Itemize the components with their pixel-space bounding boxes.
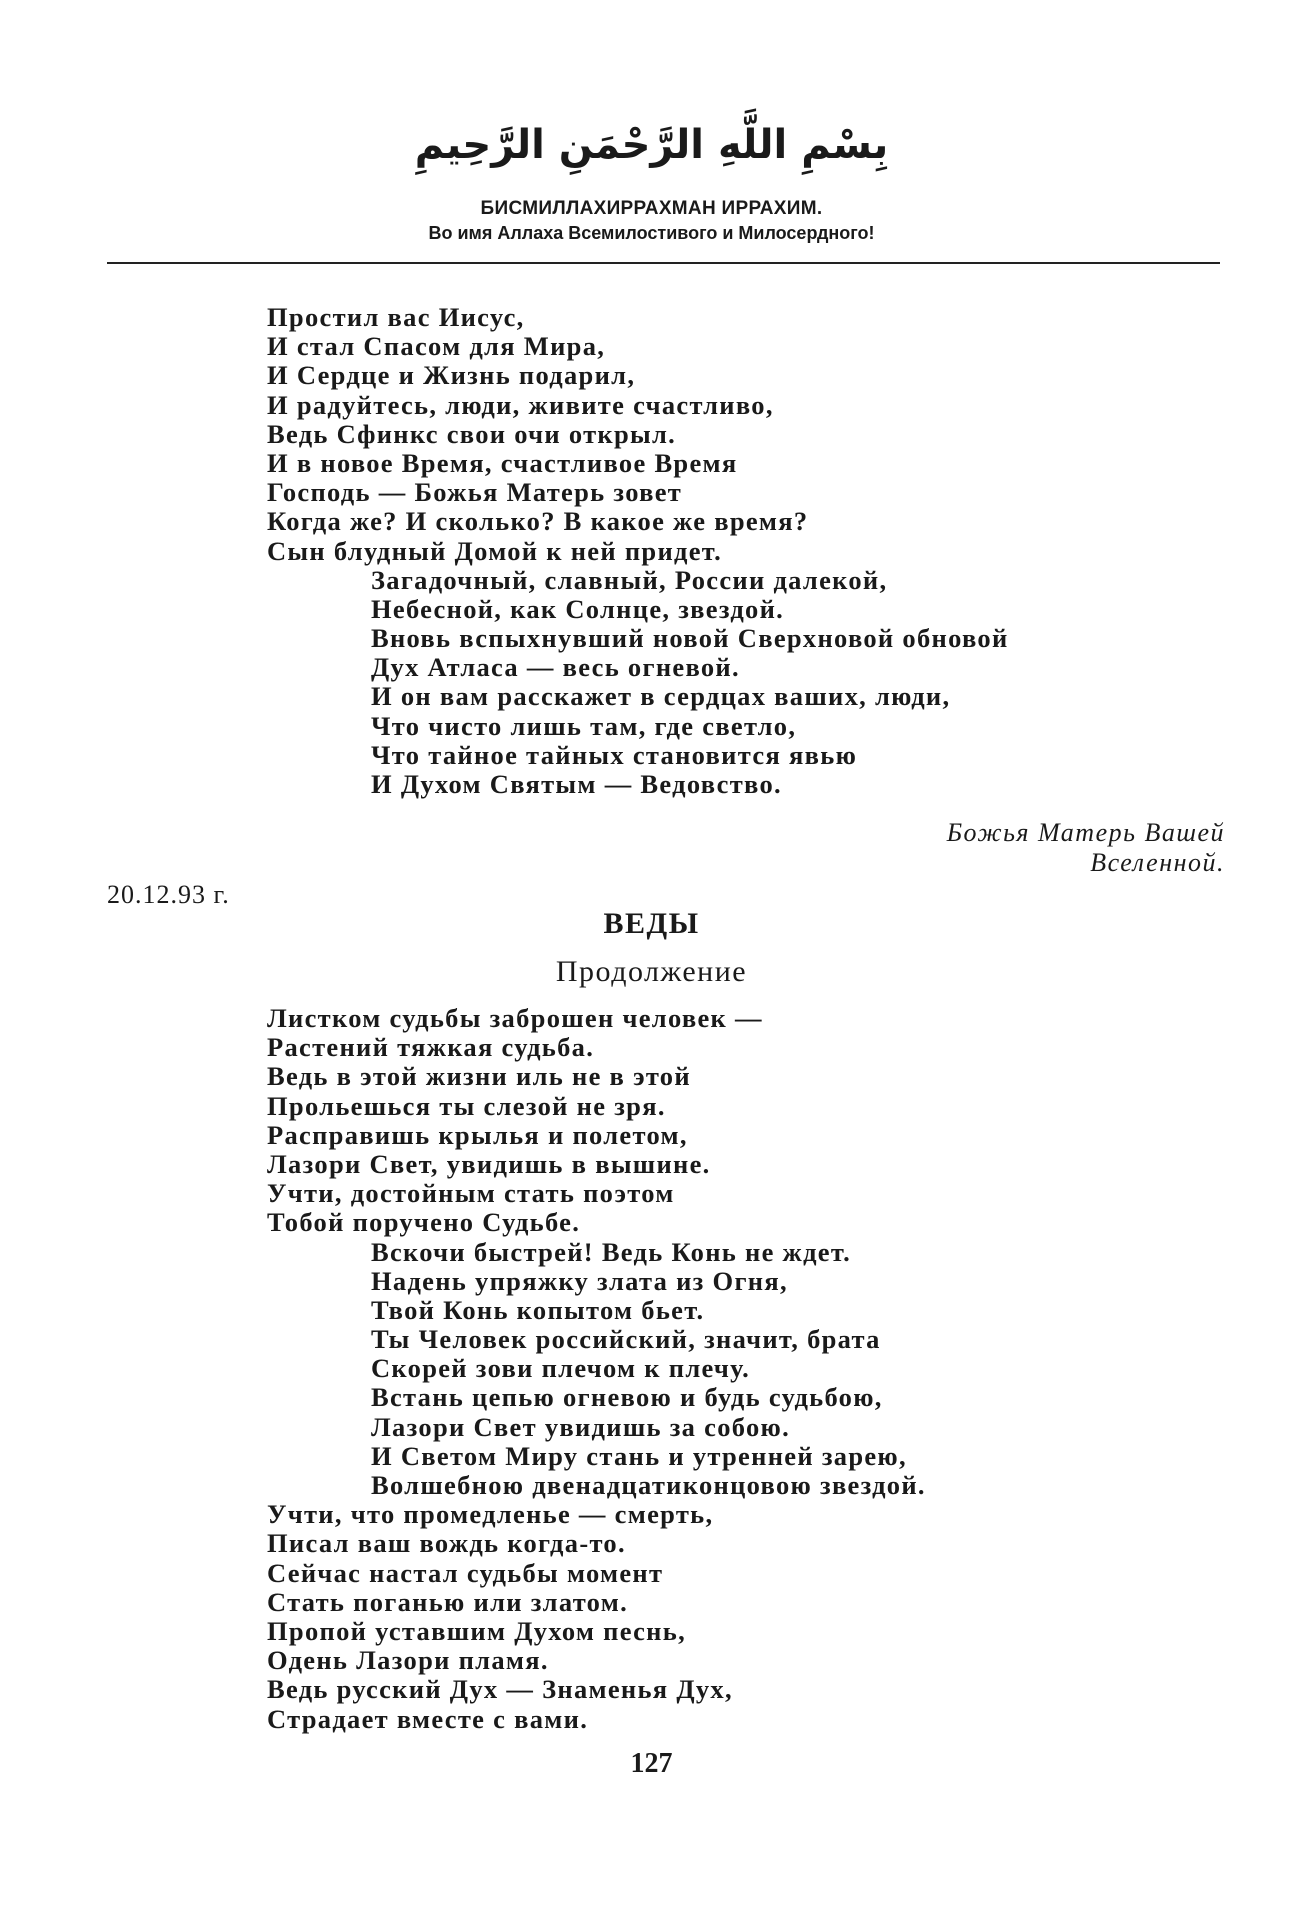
header-divider (107, 262, 1220, 264)
poem-line: Когда же? И сколько? В какое же время? (267, 506, 809, 537)
poem-line: Надень упряжку злата из Огня, (371, 1265, 788, 1296)
poem-line: Встань цепью огневою и будь судьбою, (371, 1382, 883, 1413)
date: 20.12.93 г. (107, 880, 230, 909)
page-number: 127 (630, 1748, 673, 1779)
header-subtitle: Во имя Аллаха Всемилостивого и Милосердного! (428, 223, 875, 243)
poem-line: Лазори Свет увидишь за собою. (371, 1411, 790, 1442)
header-title: БИСМИЛЛАХИРРАХМАН ИРРАХИМ. (480, 198, 823, 219)
poem-line: И Светом Миру стань и утренней зарею, (371, 1440, 907, 1471)
poem-line: Пропой уставшим Духом песнь, (267, 1615, 686, 1646)
poem-line: Ведь русский Дух — Знаменья Дух, (267, 1674, 733, 1705)
poem-line: Волшебною двенадцатиконцовою звездой. (371, 1470, 926, 1500)
poem-line: Растений тяжкая судьба. (267, 1032, 595, 1063)
poem-line: Простил вас Иисус, (267, 302, 525, 332)
poem-line: Сын блудный Домой к ней придет. (267, 535, 723, 566)
poem-line: И Сердце и Жизнь подарил, (267, 360, 636, 391)
poem-line: Лазори Свет, увидишь в вышине. (267, 1148, 711, 1179)
section-subtitle: Продолжение (555, 955, 748, 988)
poem-line: Твой Конь копытом бьет. (371, 1294, 705, 1325)
poem-line: И стал Спасом для Мира, (267, 331, 606, 362)
poem-line: Писал ваш вождь когда-то. (267, 1528, 626, 1559)
poem-line: Загадочный, славный, России далекой, (371, 564, 888, 595)
poem-2 (267, 1004, 926, 1734)
poem-line: Ты Человек российский, значит, брата (371, 1324, 881, 1355)
poem-line: Стать поганью или златом. (267, 1586, 629, 1617)
poem-1 (267, 303, 1009, 799)
poem-line: Тобой поручено Судьбе. (267, 1207, 581, 1238)
poem-line: Ведь Сфинкс свои очи открыл. (267, 418, 677, 449)
poem-line: Ведь в этой жизни иль не в этой (267, 1061, 691, 1092)
poem-line: Прольешься ты слезой не зря. (267, 1090, 666, 1121)
section-title: ВЕДЫ (603, 907, 700, 940)
poem-line: Учти, достойным стать поэтом (267, 1178, 675, 1209)
poem-line: И радуйтесь, люди, живите счастливо, (267, 389, 774, 420)
poem-line: Вновь вспыхнувший новой Сверхновой обновой (371, 623, 1009, 654)
poem-line: Учти, что промедленье — смерть, (267, 1499, 714, 1530)
poem-line: Небесной, как Солнце, звездой. (371, 593, 785, 624)
poem-line: Дух Атласа — весь огневой. (371, 652, 740, 683)
poem-line: Что чисто лишь там, где светло, (371, 710, 797, 741)
poem-line: Одень Лазори пламя. (267, 1645, 549, 1676)
poem-line: И Духом Святым — Ведовство. (371, 769, 782, 799)
poem-line: Что тайное тайных становится явью (371, 739, 858, 770)
arabic-calligraphy: بِسْمِ اللَّهِ الرَّحْمَنِ الرَّحِيمِ (414, 122, 889, 168)
poem-line: Листком судьбы заброшен человек — (267, 1003, 763, 1033)
signature-line: Вселенной. (1090, 848, 1225, 877)
poem-line: Вскочи быстрей! Ведь Конь не ждет. (371, 1236, 852, 1267)
poem-line: И в новое Время, счастливое Время (267, 447, 738, 478)
signature-line: Божья Матерь Вашей (946, 818, 1225, 847)
poem-line: Расправишь крылья и полетом, (267, 1119, 688, 1150)
poem-line: И он вам расскажет в сердцах ваших, люди, (371, 681, 951, 712)
signature (947, 818, 1225, 878)
poem-line: Господь — Божья Матерь зовет (267, 477, 683, 508)
poem-line: Скорей зови плечом к плечу. (371, 1353, 750, 1384)
poem-line: Страдает вместе с вами. (267, 1703, 589, 1734)
poem-line: Сейчас настал судьбы момент (267, 1557, 664, 1588)
